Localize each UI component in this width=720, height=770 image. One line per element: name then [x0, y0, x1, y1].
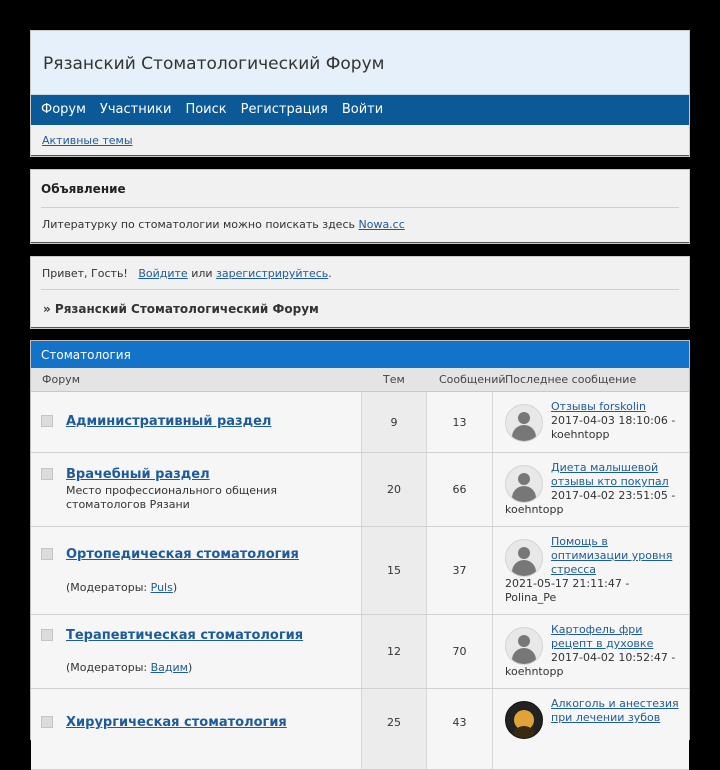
breadcrumb: » Рязанский Стоматологический Форум: [43, 302, 319, 316]
posts-count: 13: [427, 392, 493, 452]
forum-name-link[interactable]: Хирургическая стоматология: [66, 715, 287, 730]
last-post-user: koehntopp: [551, 428, 610, 441]
topics-count: 9: [361, 392, 427, 452]
col-last: Последнее сообщение: [505, 373, 637, 386]
dot-text: .: [328, 267, 332, 280]
nav-forum[interactable]: Форум: [41, 102, 86, 117]
col-topics: Тем: [383, 373, 405, 386]
forum-row: [31, 527, 689, 615]
forum-cell: [31, 392, 361, 452]
welcome-box: [30, 256, 690, 329]
posts-count: 37: [427, 527, 493, 614]
register-link[interactable]: зарегистрируйтесь: [216, 267, 329, 280]
moderator-link[interactable]: Puls: [150, 581, 173, 594]
last-post-link[interactable]: Диета малышевой отзывы кто покупал: [551, 461, 669, 488]
forum-status-icon: [41, 629, 53, 641]
forum-row: [31, 392, 689, 453]
forum-cell: [31, 453, 361, 526]
announcement-text: Литературку по стоматологии можно поискать здесь: [42, 218, 355, 231]
last-post-user: koehntopp: [505, 503, 564, 516]
user-avatar-icon: [505, 404, 543, 442]
forum-name-link[interactable]: Врачебный раздел: [66, 467, 210, 482]
last-post-link[interactable]: Картофель фри рецепт в духовке: [551, 623, 654, 650]
forum-status-icon: [41, 716, 53, 728]
nav-login[interactable]: Войти: [341, 102, 384, 117]
moderators: (Модераторы: Puls): [66, 581, 178, 594]
site-title: Рязанский Стоматологический Форум: [31, 31, 689, 95]
active-topics-link[interactable]: Активные темы: [42, 134, 133, 147]
forum-status-icon: [41, 468, 53, 480]
site-header: [30, 30, 690, 157]
divider: [31, 242, 689, 243]
last-post-link[interactable]: Помощь в оптимизации уровня стресса: [551, 535, 673, 576]
announcement-title: Объявление: [41, 182, 126, 196]
greeting-text: Привет, Гость!: [42, 267, 128, 280]
main-nav: [31, 95, 689, 125]
posts-count: 66: [427, 453, 493, 526]
user-avatar-icon: [505, 539, 543, 577]
moderators-label: (Модераторы:: [66, 581, 148, 594]
forum-cell: [31, 527, 361, 614]
last-post-cell: [493, 615, 689, 688]
greeting-line: [31, 257, 689, 289]
last-post-date: 2017-04-02 10:52:47 -: [551, 651, 676, 664]
user-avatar-icon: [505, 465, 543, 503]
topics-count: 25: [361, 689, 427, 769]
forum-cell: [31, 689, 361, 769]
moderators-label: (Модераторы:: [66, 661, 148, 674]
last-post-date: 2017-04-03 18:10:06 -: [551, 414, 676, 427]
last-post-user: Polina_Pe: [505, 591, 557, 604]
forum-category-table: [30, 340, 690, 740]
posts-count: 43: [427, 689, 493, 769]
user-avatar-icon: [505, 627, 543, 665]
forum-row: [31, 615, 689, 689]
last-post-link[interactable]: Отзывы forskolin: [551, 400, 646, 413]
announcement-link[interactable]: Nowa.cc: [358, 218, 405, 231]
announcement-box: [30, 169, 690, 244]
last-post-cell: [493, 453, 689, 526]
posts-count: 70: [427, 615, 493, 688]
forum-description: Место профессионального общения стоматологов Рязани: [66, 484, 277, 511]
col-posts: Сообщений: [439, 373, 506, 386]
last-post-cell: [493, 527, 689, 614]
forum-row: [31, 453, 689, 527]
forum-name-link[interactable]: Терапевтическая стоматология: [66, 628, 304, 643]
forum-name-link[interactable]: Административный раздел: [66, 414, 272, 429]
forum-row: [31, 689, 689, 770]
moderator-link[interactable]: Вадим: [150, 661, 188, 674]
forum-status-icon: [41, 548, 53, 560]
col-forum: Форум: [42, 373, 80, 386]
announcement-text-wrap: [31, 208, 689, 231]
forum-cell: [31, 615, 361, 688]
nav-members[interactable]: Участники: [99, 102, 172, 117]
topics-count: 20: [361, 453, 427, 526]
last-post-date: 2017-04-02 23:51:05 -: [551, 489, 676, 502]
login-link[interactable]: Войдите: [138, 267, 188, 280]
sub-nav: [31, 125, 689, 156]
forum-status-icon: [41, 415, 53, 427]
nav-register[interactable]: Регистрация: [240, 102, 328, 117]
user-photo-avatar-icon: [505, 701, 543, 739]
nav-search[interactable]: Поиск: [185, 102, 227, 117]
table-header: [31, 368, 689, 392]
last-post-date: 2021-05-17 21:11:47 -: [505, 577, 630, 590]
topics-count: 15: [361, 527, 427, 614]
category-title[interactable]: Стоматология: [31, 341, 689, 368]
or-text: или: [191, 267, 213, 280]
moderators: (Модераторы: Вадим): [66, 661, 193, 674]
last-post-user: koehntopp: [505, 665, 564, 678]
divider: [31, 327, 689, 328]
last-post-cell: [493, 689, 689, 769]
last-post-link[interactable]: Алкоголь и анестезия при лечении зубов: [551, 697, 679, 724]
forum-name-link[interactable]: Ортопедическая стоматология: [66, 547, 299, 562]
topics-count: 12: [361, 615, 427, 688]
last-post-cell: [493, 392, 689, 452]
